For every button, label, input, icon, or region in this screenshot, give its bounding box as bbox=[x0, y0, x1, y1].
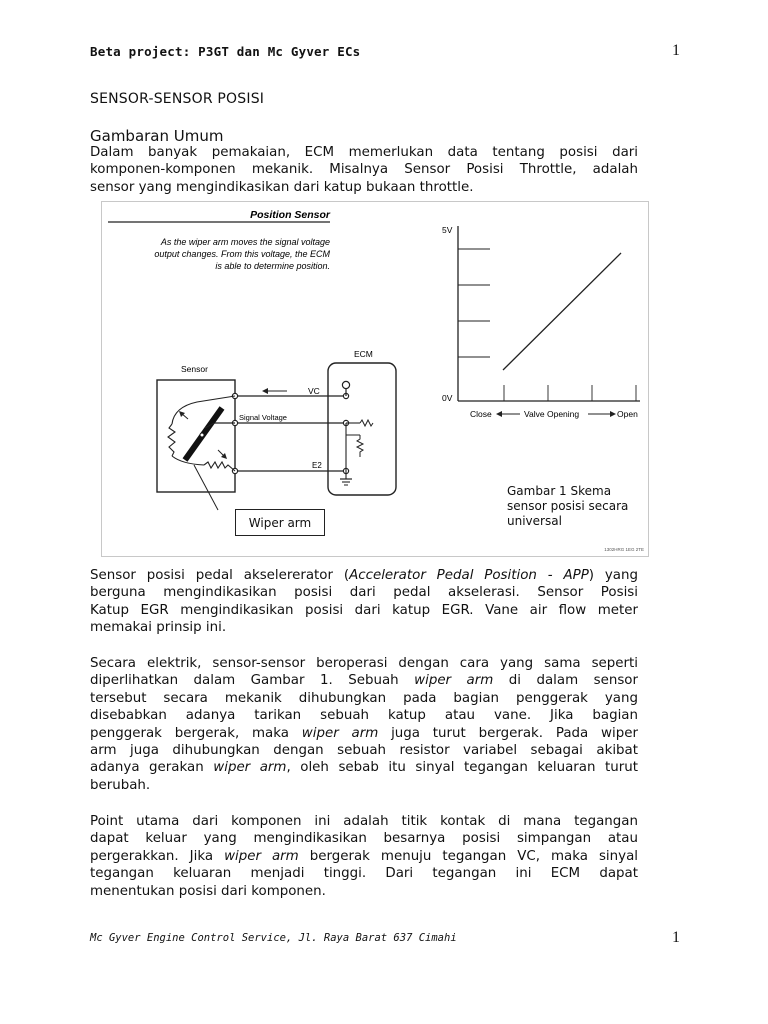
text-run: diperlihatkan dalam Gambar 1. Sebuah bbox=[90, 673, 415, 689]
paragraph-line: arm juga dihubungkan dengan sebuah resistor variabel sebagai akibat bbox=[90, 743, 638, 759]
emphasis-text: wiper arm bbox=[414, 673, 494, 689]
paragraph-line: tersebut secara mekanik dihubungkan pada bagian penggerak yang bbox=[90, 690, 638, 706]
emphasis-text: Accelerator Pedal Position - APP bbox=[349, 568, 589, 583]
ecm-pulldown-resistor-icon bbox=[357, 435, 363, 457]
emphasis-text: wiper arm bbox=[224, 848, 299, 864]
figure-desc-line: is able to determine position. bbox=[215, 261, 330, 271]
signal-voltage-label: Signal Voltage bbox=[239, 413, 287, 422]
sensor-resistor-left-icon bbox=[168, 424, 175, 456]
figure-heading: Position Sensor bbox=[250, 209, 330, 221]
text-run: adanya gerakan bbox=[90, 760, 214, 776]
text-run: juga turut bergerak. Pada wiper bbox=[378, 725, 638, 741]
ecm-box bbox=[328, 363, 396, 495]
text-run: di dalam sensor bbox=[493, 673, 638, 689]
text-run: , oleh sebab itu sinyal tegangan keluaran turut bbox=[286, 760, 639, 776]
graph-close-label: Close bbox=[470, 409, 492, 419]
subsection-title: Gambaran Umum bbox=[90, 127, 224, 145]
paragraph-line: berguna mengindikasikan posisi dari pedal akselerasi. Sensor Posisi bbox=[90, 585, 638, 601]
ecm-label: ECM bbox=[354, 349, 373, 359]
graph-5v-label: 5V bbox=[442, 225, 453, 235]
intro-line: sensor yang mengindikasikan dari katup bukaan throttle. bbox=[90, 179, 474, 195]
figure-desc-line: As the wiper arm moves the signal voltage bbox=[160, 237, 330, 247]
graph-voltage-line bbox=[503, 253, 621, 370]
graph-valve-opening-label: Valve Opening bbox=[524, 409, 580, 419]
vc-label: VC bbox=[308, 386, 320, 396]
figure-desc-line: output changes. From this voltage, the ECM bbox=[154, 249, 330, 259]
paragraph-app bbox=[90, 567, 638, 637]
arrowhead bbox=[610, 411, 616, 417]
text-run: ) yang bbox=[588, 568, 638, 583]
paragraph-line: memakai prinsip ini. bbox=[90, 620, 227, 636]
header-title: Beta project: P3GT dan Mc Gyver ECs bbox=[90, 44, 361, 59]
graph-open-label: Open bbox=[617, 409, 638, 419]
figure-position-sensor bbox=[101, 201, 649, 557]
paragraph-line: Secara elektrik, sensor-sensor beroperasi dengan cara yang sama seperti bbox=[90, 656, 638, 671]
emphasis-text: wiper arm bbox=[301, 725, 379, 741]
ecm-resistor-icon bbox=[360, 420, 373, 426]
intro-line: Dalam banyak pemakaian, ECM memerlukan data tentang posisi dari bbox=[90, 145, 638, 160]
paragraph-line bbox=[90, 759, 638, 776]
emphasis-text: wiper arm bbox=[213, 760, 287, 776]
wiper-pointer-line bbox=[194, 465, 218, 510]
sensor-resistor-bottom-icon bbox=[204, 462, 235, 471]
graph-0v-label: 0V bbox=[442, 393, 453, 403]
paragraph-line bbox=[90, 848, 638, 865]
intro-paragraph bbox=[90, 144, 638, 196]
section-title: SENSOR-SENSOR POSISI bbox=[90, 91, 265, 107]
graph-x-ticks bbox=[504, 385, 636, 401]
paragraph-line bbox=[90, 672, 638, 689]
paragraph-main-point bbox=[90, 813, 638, 900]
sensor-label: Sensor bbox=[181, 364, 208, 374]
text-run: Sensor posisi pedal akselererator ( bbox=[90, 568, 350, 583]
graph-y-ticks bbox=[458, 249, 490, 357]
e2-label: E2 bbox=[312, 461, 322, 470]
paragraph-line: Katup EGR mengindikasikan posisi dari katup EGR. Vane air flow meter bbox=[90, 602, 638, 618]
intro-line: komponen-komponen mekanik. Misalnya Sensor Posisi Throttle, adalah bbox=[90, 162, 638, 178]
wiper-arm-callout: Wiper arm bbox=[235, 509, 325, 536]
header-page-number: 1 bbox=[672, 42, 680, 59]
text-run: bergerak menuju tegangan VC, maka sinyal bbox=[298, 848, 638, 864]
paragraph-line: disebabkan adanya tarikan sebuah katup atau vane. Jika bagian bbox=[90, 708, 638, 724]
paragraph-electric bbox=[90, 655, 638, 794]
paragraph-line: dapat keluar yang mengindikasikan besarnya posisi simpangan atau bbox=[90, 831, 638, 847]
paragraph-line: tegangan keluaran menjadi tinggi. Dari tegangan ini ECM dapat bbox=[90, 866, 638, 882]
vc-supply-circle bbox=[342, 381, 349, 388]
paragraph-line: berubah. bbox=[90, 777, 151, 793]
figure-caption: Gambar 1 Skema sensor posisi secara universal bbox=[507, 484, 629, 528]
arrowhead bbox=[496, 411, 502, 417]
paragraph-line: Point utama dari komponen ini adalah titik kontak di mana tegangan bbox=[90, 814, 638, 829]
wiper-pivot bbox=[200, 433, 204, 437]
text-run: pergerakkan. Jika bbox=[90, 848, 225, 864]
paragraph-line bbox=[90, 725, 638, 742]
text-run: penggerak bergerak, maka bbox=[90, 725, 302, 741]
vc-arrowhead bbox=[262, 388, 268, 394]
figure-code: 1302HRG 1EG 2TE bbox=[604, 547, 644, 552]
paragraph-line: menentukan posisi dari komponen. bbox=[90, 883, 326, 899]
sensor-wire bbox=[172, 396, 235, 424]
paragraph-line bbox=[90, 567, 638, 584]
footer-text: Mc Gyver Engine Control Service, Jl. Raya Barat 637 Cimahi bbox=[90, 932, 457, 944]
footer-page-number: 1 bbox=[672, 929, 680, 946]
